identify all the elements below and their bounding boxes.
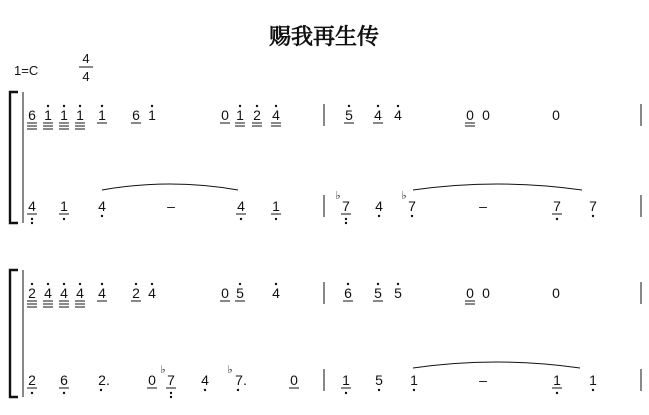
- octave-down-dot: [556, 392, 558, 394]
- octave-up-dot: [79, 283, 81, 285]
- octave-up-dot: [79, 105, 81, 107]
- flat-sign: ♭: [160, 363, 166, 376]
- octave-down-dot: [592, 389, 594, 391]
- flat-sign: ♭: [227, 363, 233, 376]
- octave-up-dot: [239, 283, 241, 285]
- octave-down-dot: [31, 392, 33, 394]
- octave-down-dot: [378, 389, 380, 391]
- note: 4: [394, 107, 402, 123]
- flat-sign: ♭: [401, 189, 407, 202]
- note: 6: [28, 107, 36, 123]
- note: 5: [375, 372, 383, 388]
- staff: [27, 189, 641, 224]
- note: 0: [466, 285, 474, 301]
- note: 0: [221, 285, 229, 301]
- octave-up-dot: [239, 105, 241, 107]
- note: 1: [553, 372, 561, 388]
- note: 7.: [235, 372, 247, 388]
- octave-down-dot: [378, 215, 380, 217]
- note: 7: [589, 198, 597, 214]
- octave-up-dot: [31, 283, 33, 285]
- note: 4: [148, 285, 156, 301]
- octave-up-dot: [63, 283, 65, 285]
- octave-up-dot: [397, 105, 399, 107]
- score-systems: [10, 92, 641, 398]
- octave-down-dot: [170, 392, 172, 394]
- octave-up-dot: [151, 283, 153, 285]
- octave-up-dot: [377, 283, 379, 285]
- score-system: [10, 270, 641, 398]
- note: 0: [482, 107, 490, 123]
- note: 1: [148, 107, 156, 123]
- score-title: 赐我再生传: [268, 24, 380, 50]
- note: 1: [272, 198, 280, 214]
- staff: [27, 104, 641, 129]
- slur-tie: [413, 184, 582, 190]
- octave-down-dot: [345, 222, 347, 224]
- note: 5: [236, 285, 244, 301]
- key-signature: 1=C: [14, 63, 39, 78]
- octave-up-dot: [347, 283, 349, 285]
- octave-up-dot: [397, 283, 399, 285]
- sustain-dash: –: [479, 372, 487, 388]
- note: 0: [290, 372, 298, 388]
- note: 7: [408, 198, 416, 214]
- octave-up-dot: [47, 283, 49, 285]
- octave-up-dot: [135, 283, 137, 285]
- note: 4: [98, 285, 106, 301]
- note: 0: [466, 107, 474, 123]
- note: 4: [28, 198, 36, 214]
- note: 1: [342, 372, 350, 388]
- octave-down-dot: [345, 218, 347, 220]
- note: 6: [344, 285, 352, 301]
- note: 4: [44, 285, 52, 301]
- note: 4: [76, 285, 84, 301]
- note: 0: [148, 372, 156, 388]
- octave-up-dot: [275, 105, 277, 107]
- note: 4: [201, 372, 209, 388]
- octave-down-dot: [345, 392, 347, 394]
- sustain-dash: –: [479, 198, 487, 214]
- octave-up-dot: [101, 105, 103, 107]
- note: 4: [98, 198, 106, 214]
- note: 1: [76, 107, 84, 123]
- note: 4: [60, 285, 68, 301]
- score-system: [10, 92, 641, 224]
- staff: [27, 282, 641, 307]
- octave-down-dot: [556, 218, 558, 220]
- octave-down-dot: [63, 218, 65, 220]
- octave-up-dot: [47, 105, 49, 107]
- octave-up-dot: [275, 283, 277, 285]
- note: 1: [236, 107, 244, 123]
- note: 5: [394, 285, 402, 301]
- octave-down-dot: [31, 218, 33, 220]
- note: 0: [552, 107, 560, 123]
- note: 0: [221, 107, 229, 123]
- note: 6: [132, 107, 140, 123]
- octave-up-dot: [256, 105, 258, 107]
- note: 2.: [98, 372, 110, 388]
- note: 1: [98, 107, 106, 123]
- slur-tie: [102, 184, 238, 190]
- octave-down-dot: [592, 215, 594, 217]
- note: 2: [253, 107, 261, 123]
- octave-up-dot: [101, 283, 103, 285]
- system-bracket: [10, 92, 18, 223]
- note: 2: [28, 285, 36, 301]
- note: 7: [167, 372, 175, 388]
- note: 4: [375, 198, 383, 214]
- system-bracket: [10, 270, 18, 397]
- octave-down-dot: [31, 222, 33, 224]
- octave-up-dot: [348, 105, 350, 107]
- octave-down-dot: [204, 389, 206, 391]
- note: 1: [410, 372, 418, 388]
- octave-up-dot: [151, 105, 153, 107]
- note: 5: [374, 285, 382, 301]
- octave-down-dot: [101, 215, 103, 217]
- note: 5: [345, 107, 353, 123]
- note: 7: [553, 198, 561, 214]
- note: 4: [374, 107, 382, 123]
- note: 1: [60, 107, 68, 123]
- octave-down-dot: [275, 218, 277, 220]
- time-signature-bottom: 4: [82, 69, 90, 84]
- staff: [27, 363, 641, 398]
- flat-sign: ♭: [335, 189, 341, 202]
- octave-up-dot: [63, 105, 65, 107]
- note: 7: [342, 198, 350, 214]
- note: 1: [60, 198, 68, 214]
- octave-down-dot: [237, 389, 239, 391]
- note: 2: [28, 372, 36, 388]
- note: 0: [552, 285, 560, 301]
- octave-down-dot: [240, 218, 242, 220]
- time-signature-top: 4: [82, 51, 90, 66]
- octave-down-dot: [170, 396, 172, 398]
- note: 2: [132, 285, 140, 301]
- octave-down-dot: [413, 389, 415, 391]
- octave-down-dot: [411, 215, 413, 217]
- note: 4: [237, 198, 245, 214]
- note: 1: [589, 372, 597, 388]
- note: 6: [60, 372, 68, 388]
- note: 1: [44, 107, 52, 123]
- octave-down-dot: [100, 389, 102, 391]
- slur-tie: [413, 362, 580, 368]
- note: 4: [272, 107, 280, 123]
- octave-down-dot: [63, 392, 65, 394]
- note: 0: [482, 285, 490, 301]
- note: 4: [272, 285, 280, 301]
- sustain-dash: –: [167, 198, 175, 214]
- octave-up-dot: [377, 105, 379, 107]
